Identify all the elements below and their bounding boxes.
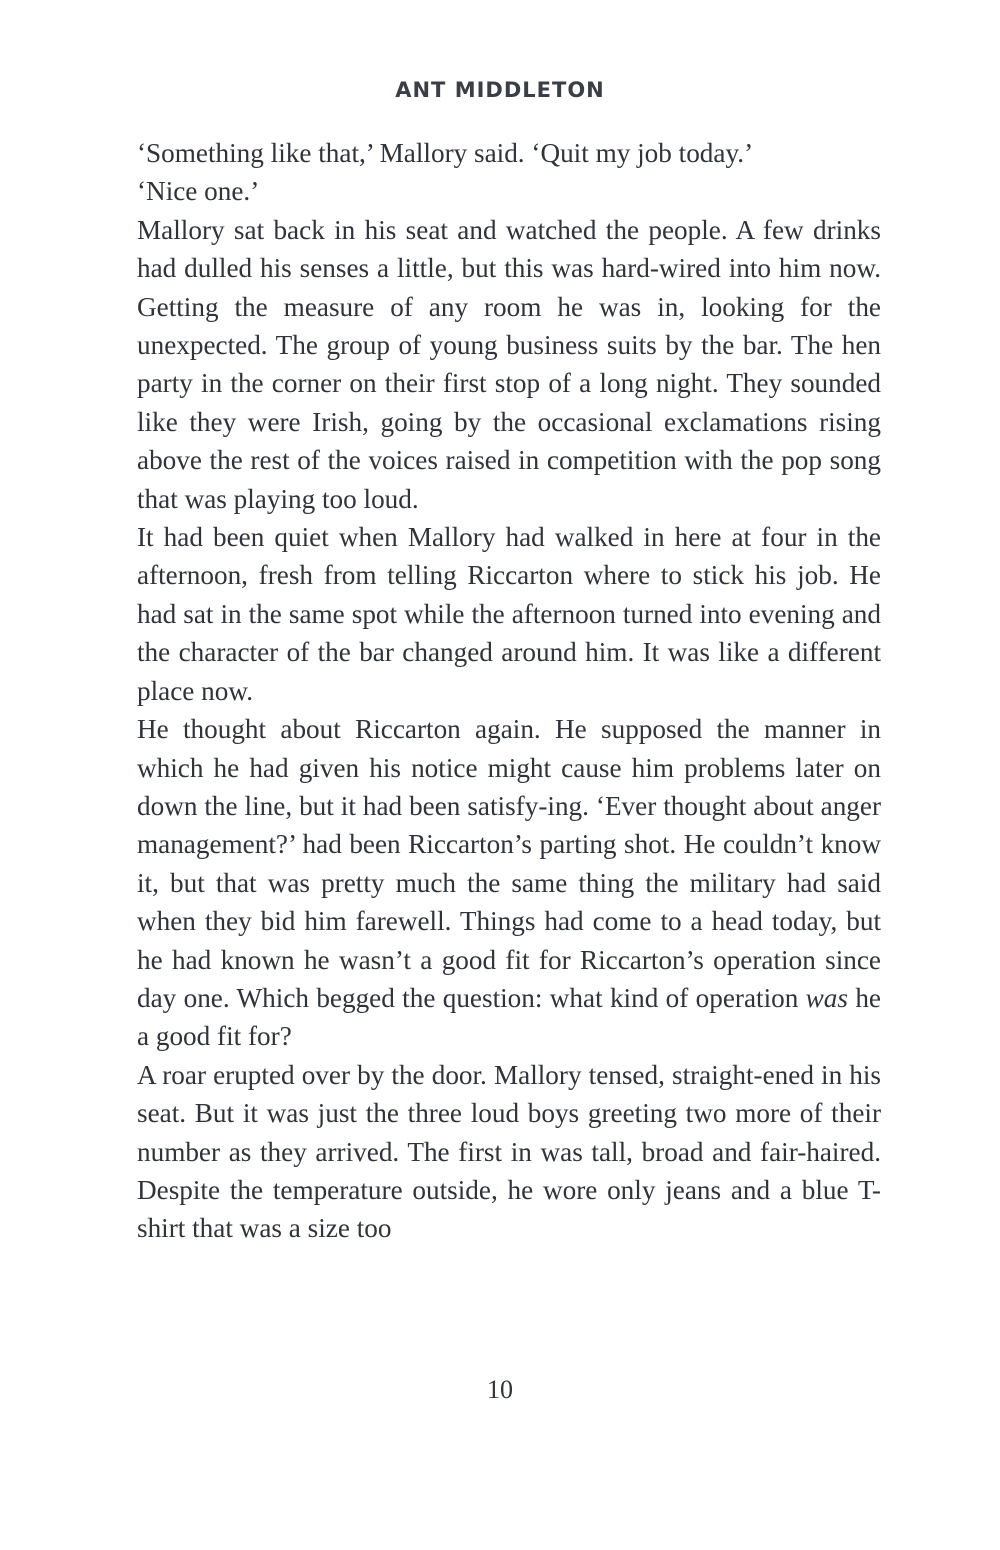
page-number: 10 <box>487 1375 513 1404</box>
paragraph-5-emphasis: was <box>805 982 848 1013</box>
paragraph-5-text-after: he a good fit for? <box>137 982 881 1052</box>
paragraph-5-text-before: He thought about Riccarton again. He supposed the manner in which he had given his notice might cause him problems later on down the line, but it had been satisfy-ing. ‘Ever thought about anger management?’ had been Riccarton’s parting shot. He couldn’t know it, but that was pretty much the same thing the military had said when they bid him farewell. Things had come to a head today, but he had known he wasn’t a good fit for Riccarton’s operation since day one. Which begged the question: what kind of operation <box>137 714 881 1013</box>
paragraph-5 <box>137 710 881 1056</box>
paragraph-2: ‘Nice one.’ <box>137 176 260 207</box>
paragraph-1: ‘Something like that,’ Mallory said. ‘Quit my job today.’ <box>137 138 754 168</box>
paragraph-3: Mallory sat back in his seat and watched the people. A few drinks had dulled his senses a little, but this was hard-wired into him now. Getting the measure of any room he was in, looking for the unexpected. The group of young business suits by the bar. The hen party in the corner on their first stop of a long night. They sounded like they were Irish, going by the occasional exclamations rising above the rest of the voices raised in competition with the pop song that was playing too loud. <box>137 214 881 514</box>
paragraph-4: It had been quiet when Mallory had walked in here at four in the afternoon, fresh from telling Riccarton where to stick his job. He had sat in the same spot while the afternoon turned into evening and the character of the bar changed around him. It was like a different place now. <box>137 522 881 706</box>
paragraph-6: A roar erupted over by the door. Mallory tensed, straight-ened in his seat. But it was just the three loud boys greeting two more of their number as they arrived. The first in was tall, broad and fair-haired. Despite the temperature outside, he wore only jeans and a blue T-shirt that was a size too <box>137 1059 881 1244</box>
running-head: ANT MIDDLETON <box>395 78 605 102</box>
body-text <box>137 134 881 1248</box>
